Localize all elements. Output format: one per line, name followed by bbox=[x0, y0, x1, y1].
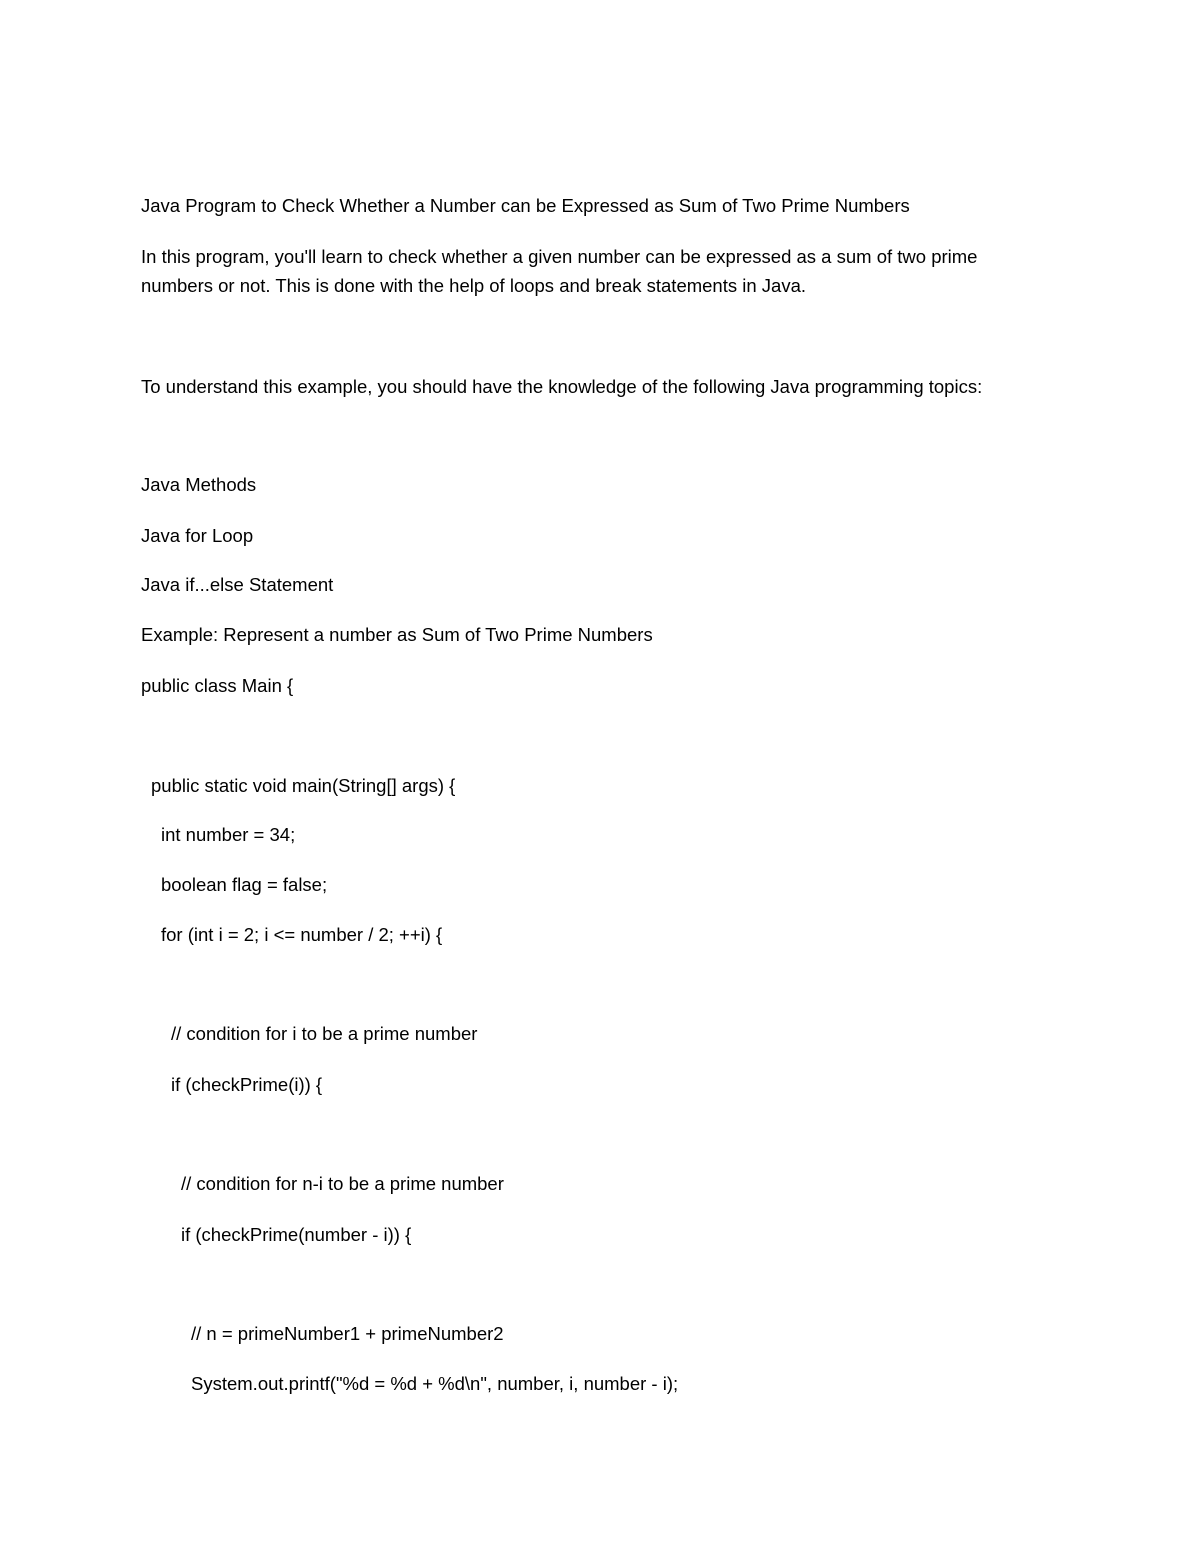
intro-line-1: In this program, you'll learn to check whether a given number can be expressed as a sum of two prime bbox=[141, 246, 978, 267]
code-line: public class Main { bbox=[141, 675, 294, 696]
code-line: int number = 34; bbox=[161, 824, 296, 845]
code-line: boolean flag = false; bbox=[161, 874, 328, 895]
document-title: Java Program to Check Whether a Number can be Expressed as Sum of Two Prime Numbers bbox=[141, 195, 910, 216]
topic-java-for-loop: Java for Loop bbox=[141, 525, 254, 546]
topic-java-if-else: Java if...else Statement bbox=[141, 574, 334, 595]
code-comment-line: // condition for n-i to be a prime number bbox=[181, 1173, 504, 1194]
prerequisite-text: To understand this example, you should have the knowledge of the following Java programming topics: bbox=[141, 376, 983, 397]
code-line: public static void main(String[] args) { bbox=[151, 775, 456, 796]
code-line: if (checkPrime(i)) { bbox=[171, 1074, 323, 1095]
code-line: for (int i = 2; i <= number / 2; ++i) { bbox=[161, 924, 443, 945]
example-heading: Example: Represent a number as Sum of Two Prime Numbers bbox=[141, 624, 653, 645]
code-line: if (checkPrime(number - i)) { bbox=[181, 1224, 412, 1245]
code-line: System.out.printf("%d = %d + %d\n", number, i, number - i); bbox=[191, 1373, 679, 1394]
code-comment-line: // condition for i to be a prime number bbox=[171, 1023, 478, 1044]
intro-line-2: numbers or not. This is done with the help of loops and break statements in Java. bbox=[141, 275, 807, 296]
code-comment-line: // n = primeNumber1 + primeNumber2 bbox=[191, 1323, 504, 1344]
topic-java-methods: Java Methods bbox=[141, 474, 257, 495]
